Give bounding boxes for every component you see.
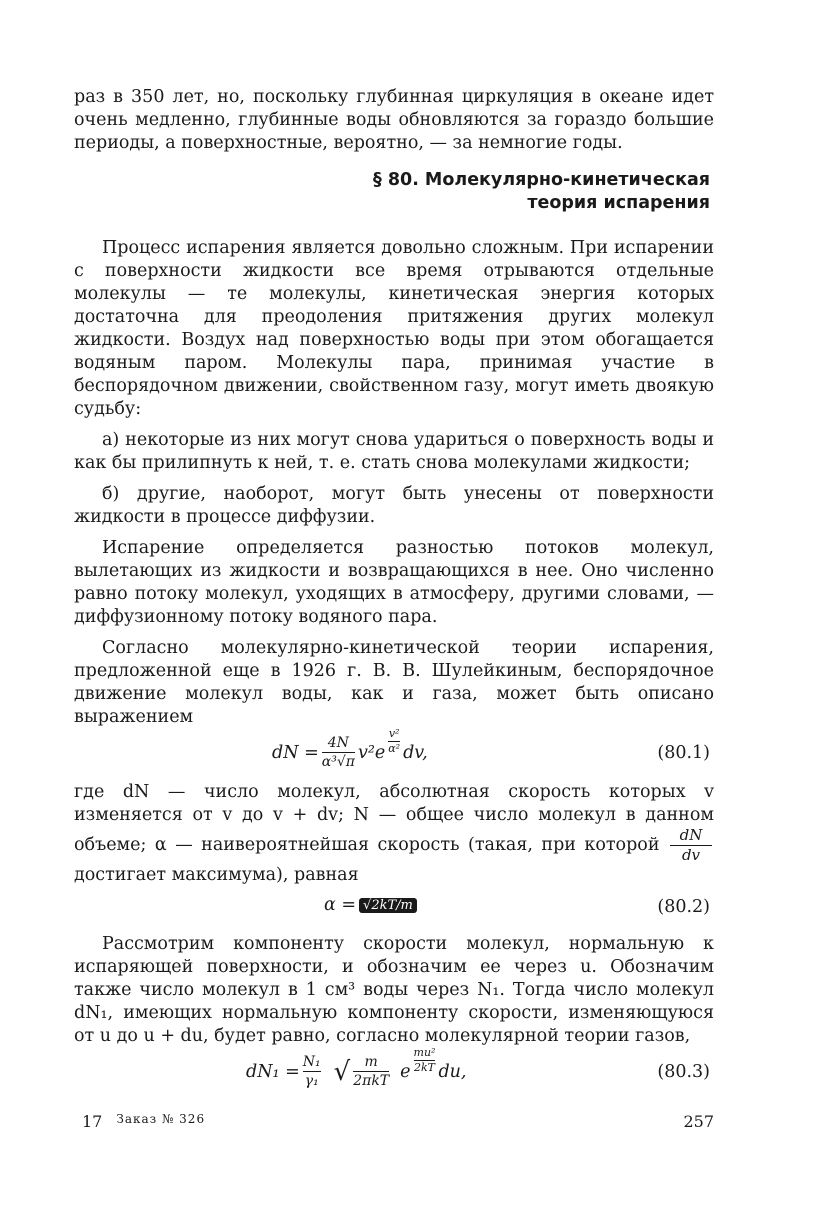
print-order: Заказ № 326 bbox=[116, 1112, 206, 1126]
page-footer bbox=[82, 1112, 714, 1131]
paragraph-evaporation: Испарение определяется разностью потоков молекул, вылетающих из жидкости и возвращающихся в нее. Оно численно равно потоку молекул, уходящих в атмосферу, другими словами, — диффузионному потоку водяного пара. bbox=[74, 538, 714, 627]
eq3-fraction: $\frac{\text{N₁}}{\text{γ₁}}$ bbox=[302, 1054, 321, 1089]
paragraph-intro: раз в 350 лет, но, поскольку глубинная циркуляция в океане идет очень медленно, глубинные воды обновляются за гораздо большие периоды, а поверхностные, вероятно, — за немногие годы. bbox=[74, 87, 714, 153]
equation-80-2 bbox=[74, 887, 714, 933]
paragraph-normal-component: Рассмотрим компоненту скорости молекул, нормальную к испаряющей поверхности, и обозначим ее через u. Обозначим также число молекул в 1 см³ воды через N₁. Тогда число молекул dN₁, имеющих нормальную компоненту скорости, изменяющуюся от u до u + du, будет равно, согласно молекулярной теории газов, bbox=[74, 934, 714, 1046]
paragraph-theory: Согласно молекулярно-кинетической теории испарения, предложенной еще в 1926 г. В. В. Шулейкиным, беспорядочное движение молекул воды, как и газа, может быть описано выражением bbox=[74, 638, 714, 727]
eq1-fraction: $\frac{4N}{\text{α³√π}}$ bbox=[321, 735, 355, 770]
equation-80-3: dN₁ = $\frac{\text{N₁}}{\text{γ₁}}$ √ $\frac{m}{\text{2πkT}}$ e $\frac{\text{mu²}}{2kT}$ du, (80.3) bbox=[246, 1046, 710, 1089]
equation-80-1 bbox=[74, 729, 714, 781]
dn-dv-fraction: $\frac{dN}{dv}$ bbox=[670, 827, 712, 864]
eq3-e: e bbox=[400, 1061, 411, 1082]
eq1-v2e: v²e bbox=[357, 742, 386, 763]
paragraph-case-a: а) некоторые из них могут снова удариться о поверхность воды и как бы прилипнуть к ней, т. е. стать снова молекулами жидкости; bbox=[74, 430, 714, 473]
eq1-label: (80.1) bbox=[657, 743, 710, 763]
signature-number: 17 bbox=[82, 1112, 103, 1131]
section-heading bbox=[74, 169, 710, 215]
eq2-radical: √2kT/m bbox=[359, 898, 417, 913]
page-body bbox=[74, 86, 714, 1100]
paragraph-definitions: где dN — число молекул, абсолютная скорость которых v изменяется от v до v + dv; N — общее число молекул в данном объеме; α — наивероятнейшая скорость (такая, при которой $\frac{dN}{dv}$ достигает максимума), равная bbox=[74, 782, 714, 885]
paragraph-process: Процесс испарения является довольно сложным. При испарении с поверхности жидкости все время отрываются отдельные молекулы — те молекулы, кинетическая энергия которых достаточна для преодоления притяжения других молекул жидкости. Воздух над поверхностью воды при этом обогащается водяным паром. Молекулы пара, принимая участие в беспорядочном движении, свойственном газу, могут иметь двоякую судьбу: bbox=[74, 238, 714, 419]
eq1-tail: dv, bbox=[403, 742, 428, 763]
eq3-radicand: $\frac{m}{\text{2πkT}}$ bbox=[353, 1054, 390, 1089]
eq3-exponent: $\frac{\text{mu²}}{2kT}$ bbox=[413, 1046, 436, 1074]
eq1-lhs: dN = bbox=[272, 742, 319, 763]
eq3-lhs: dN₁ = bbox=[246, 1061, 300, 1082]
eq2-lhs: α = bbox=[324, 895, 357, 915]
page-number: 257 bbox=[683, 1112, 714, 1131]
heading-line-1: § 80. Молекулярно-кинетическая bbox=[373, 170, 710, 190]
paragraph-case-b: б) другие, наоборот, могут быть унесены от поверхности жидкости в процессе диффузии. bbox=[74, 484, 714, 527]
eq3-tail: du, bbox=[438, 1061, 467, 1082]
eq3-label: (80.3) bbox=[657, 1062, 710, 1082]
eq1-exponent: $\frac{\text{v²}}{\text{α²}}$ bbox=[388, 727, 401, 755]
heading-line-2: теория испарения bbox=[527, 193, 710, 213]
eq2-label: (80.2) bbox=[657, 897, 710, 917]
